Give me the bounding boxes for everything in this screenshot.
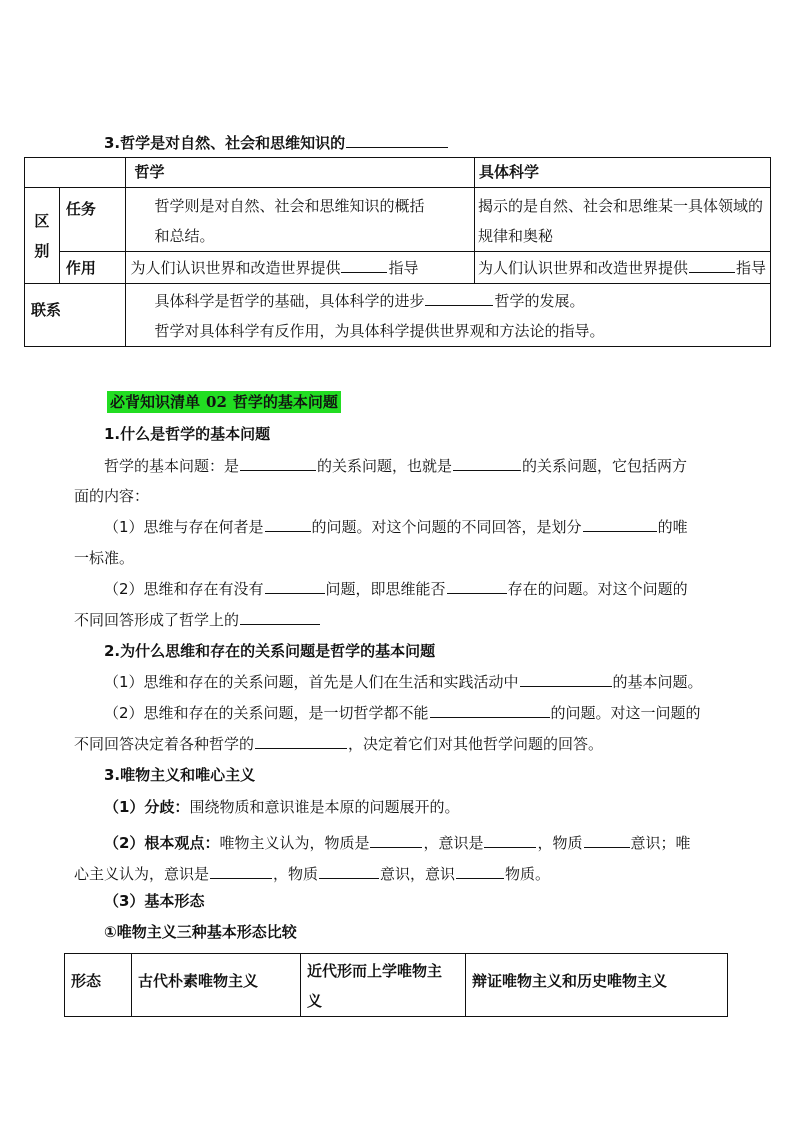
q1-paragraph-3-cont: 不同回答形成了哲学上的 bbox=[74, 610, 321, 630]
blank bbox=[346, 133, 448, 148]
top-heading bbox=[104, 133, 449, 153]
section-badge-part2: 哲学的基本问题 bbox=[230, 391, 341, 413]
q2-title: 2.为什么思维和存在的关系问题是哲学的基本问题 bbox=[104, 642, 436, 660]
section-badge-number: 02 bbox=[203, 391, 230, 413]
q1-title: 1.什么是哲学的基本问题 bbox=[104, 425, 271, 443]
top-heading-text: 3.哲学是对自然、社会和思维知识的 bbox=[104, 134, 346, 152]
table1-corner bbox=[25, 158, 126, 188]
table1-link-content: 具体科学是哲学的基础，具体科学的进步 哲学的发展。 哲学对具体科学有反作用，为具体科学提供世界观和方法论的指导。 bbox=[126, 284, 771, 347]
q3-paragraph-2-cont: 心主义认为，意识是 ，物质 意识，意识 物质。 bbox=[74, 865, 551, 883]
q1-paragraph-1: 哲学的基本问题：是 的关系问题，也就是 的关系问题，它包括两方 bbox=[104, 457, 688, 475]
q1-paragraph-3: （2）思维和存在有没有 问题，即思维能否 存在的问题。对这个问题的 bbox=[104, 580, 688, 598]
table1-link-label: 联系 bbox=[25, 284, 126, 347]
q2-paragraph-2: （2）思维和存在的关系问题，是一切哲学都不能 的问题。对这一问题的 bbox=[104, 704, 701, 722]
comparison-table bbox=[24, 157, 771, 347]
q3-paragraph-4: ①唯物主义三种基本形态比较 bbox=[104, 923, 297, 941]
section-badge bbox=[107, 392, 341, 412]
table1-task-philosophy: 哲学则是对自然、社会和思维知识的概括 和总结。 bbox=[126, 188, 475, 252]
q3-paragraph-1: （1）分歧：围绕物质和意识谁是本原的问题展开的。 bbox=[104, 798, 460, 816]
q1-paragraph-1-cont: 面的内容： bbox=[74, 487, 150, 505]
materialism-forms-table bbox=[64, 953, 728, 1017]
q3-paragraph-3: （3）基本形态 bbox=[104, 892, 205, 910]
table1-role-science: 为人们认识世界和改造世界提供 指导 bbox=[474, 252, 770, 284]
q2-paragraph-2-cont: 不同回答决定着各种哲学的 ，决定着它们对其他哲学问题的回答。 bbox=[74, 735, 604, 753]
q2-paragraph-1: （1）思维和存在的关系问题，首先是人们在生活和实践活动中 的基本问题。 bbox=[104, 673, 703, 691]
table2-header-modern: 近代形而上学唯物主 义 bbox=[301, 954, 466, 1017]
table2-header-form: 形态 bbox=[65, 954, 132, 1017]
table1-diff-label: 区别 bbox=[25, 188, 60, 284]
table1-role-philosophy: 为人们认识世界和改造世界提供 指导 bbox=[126, 252, 475, 284]
table2-header-dialectical: 辩证唯物主义和历史唯物主义 bbox=[466, 954, 728, 1017]
table2-header-ancient: 古代朴素唯物主义 bbox=[132, 954, 301, 1017]
q1-paragraph-2-cont: 一标准。 bbox=[74, 549, 135, 567]
q3-paragraph-2: （2）根本观点：唯物主义认为，物质是 ，意识是 ，物质 意识；唯 bbox=[104, 834, 691, 852]
section-badge-part1: 必背知识清单 bbox=[107, 391, 203, 413]
table1-task-science: 揭示的是自然、社会和思维某一具体领域的 规律和奥秘 bbox=[474, 188, 770, 252]
table1-col-science: 具体科学 bbox=[474, 158, 770, 188]
table1-col-philosophy: 哲学 bbox=[126, 158, 475, 188]
table1-task-label: 任务 bbox=[59, 188, 126, 252]
table1-role-label: 作用 bbox=[59, 252, 126, 284]
q1-paragraph-2: （1）思维与存在何者是 的问题。对这个问题的不同回答，是划分 的唯 bbox=[104, 518, 688, 536]
q3-title: 3.唯物主义和唯心主义 bbox=[104, 766, 256, 784]
